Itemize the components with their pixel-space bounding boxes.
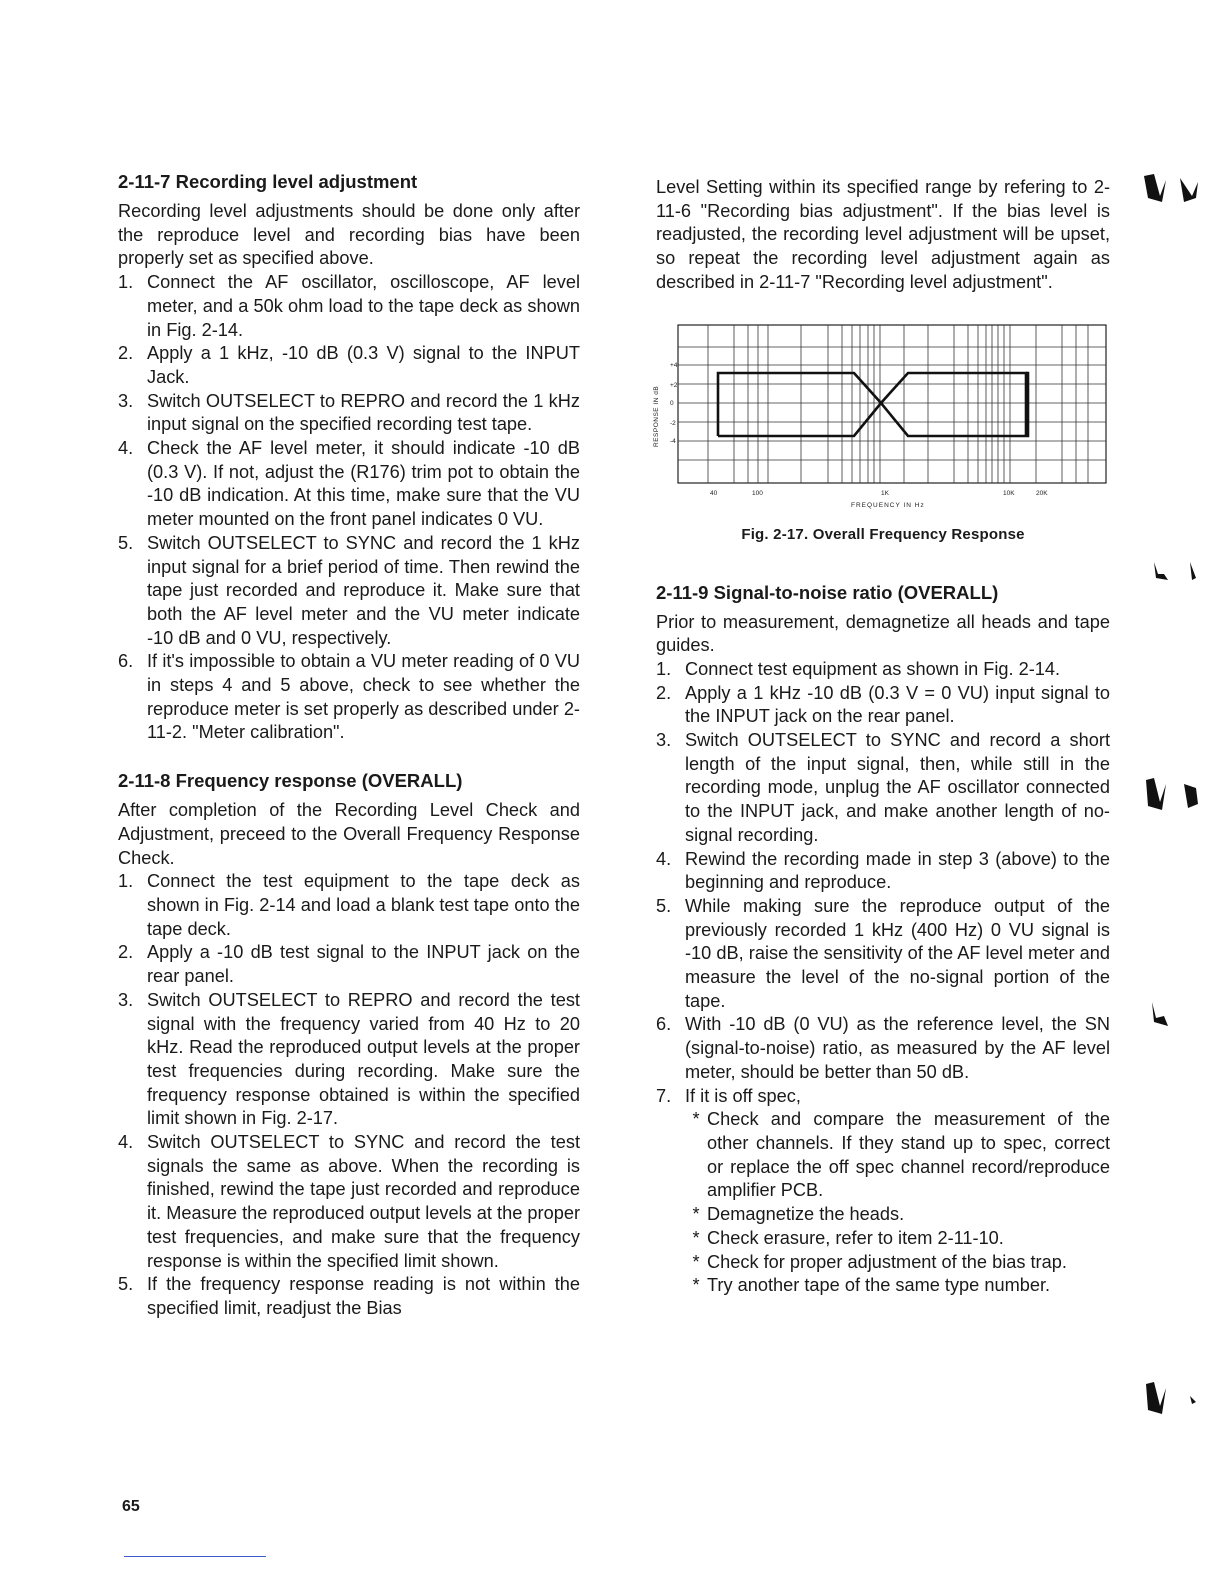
- frequency-response-chart: [653, 317, 1110, 517]
- bullet-text: Check for proper adjustment of the bias trap.: [707, 1251, 1067, 1272]
- left-column: [118, 170, 580, 1321]
- step-number: 1.: [656, 658, 672, 679]
- step-text: If it is off spec,: [685, 1085, 801, 1106]
- x-tick-label: 40: [710, 489, 718, 497]
- binder-mark-icon: [1140, 168, 1202, 208]
- step-number: 1.: [118, 871, 134, 892]
- list-item: [656, 682, 1110, 729]
- step-text: Apply a 1 kHz, -10 dB (0.3 V) signal to the INPUT Jack.: [147, 343, 580, 387]
- step-number: 5.: [656, 895, 672, 916]
- step-text: With -10 dB (0 VU) as the reference level, the SN (signal-to-noise) ratio, as measured by the AF level meter, should be better than 50 dB.: [685, 1014, 1110, 1082]
- bullet-symbol: *: [692, 1109, 700, 1130]
- binder-mark-icon: [1146, 996, 1186, 1030]
- step-text: Apply a 1 kHz -10 dB (0.3 V = 0 VU) input signal to the INPUT jack on the rear panel.: [685, 682, 1110, 727]
- section-intro-2-11-7: Recording level adjustments should be done only after the reproduce level and recording bias have been properly set as specified above.: [118, 201, 580, 269]
- section-heading-2-11-8: 2-11-8 Frequency response (OVERALL): [118, 770, 463, 792]
- y-axis-label: RESPONSE IN dB: [653, 385, 660, 447]
- y-tick-label: +4: [670, 361, 678, 369]
- right-column: [653, 170, 1110, 1298]
- vertical-gridlines: [708, 325, 1088, 483]
- list-item: [118, 650, 580, 745]
- section-intro-2-11-9: Prior to measurement, demagnetize all heads and tape guides.: [656, 611, 1110, 656]
- step-number: 6.: [118, 651, 134, 672]
- step-text: Switch OUTSELECT to SYNC and record the 1 kHz input signal for a brief period of time. Then rewind the tape just recorded and reproduce it. Make sure that both the AF level meter and the VU meter indicate -10 dB and 0 VU, respectively.: [147, 532, 580, 648]
- lower-limit-line: [718, 373, 1026, 436]
- bullet-text: Check and compare the measurement of the other channels. If they stand up to spec, correct or replace the off spec channel record/reproduce amplifier PCB.: [707, 1109, 1110, 1201]
- step-text: Apply a -10 dB test signal to the INPUT jack on the rear panel.: [147, 942, 580, 987]
- bullet-symbol: *: [692, 1251, 700, 1272]
- bullet-text: Check erasure, refer to item 2-11-10.: [707, 1227, 1004, 1248]
- step-number: 3.: [118, 390, 134, 411]
- list-item: [118, 342, 580, 389]
- continued-paragraph: Level Setting within its specified range by refering to 2-11-6 "Recording bias adjustment". If the bias level is readjusted, the recording level adjustment will be upset, so repeat the recording level adjustment again as described in 2-11-7 "Recording level adjustment".: [656, 177, 1110, 292]
- list-item: [118, 437, 580, 532]
- step-text: If it's impossible to obtain a VU meter reading of 0 VU in steps 4 and 5 above, check to see whether the reproduce meter is set properly as described under 2-11-2. "Meter calibration".: [147, 651, 580, 743]
- step-text: Switch OUTSELECT to REPRO and record the 1 kHz input signal on the specified recording test tape.: [147, 390, 580, 435]
- list-item: [656, 1085, 1110, 1109]
- list-item: [656, 658, 1110, 682]
- binder-mark-icon: [1140, 1374, 1202, 1418]
- y-tick-label: 0: [670, 399, 674, 407]
- list-item: [118, 870, 580, 941]
- step-number: 7.: [656, 1085, 672, 1106]
- step-number: 2.: [118, 343, 134, 364]
- steps-2-11-9: [656, 658, 1110, 1108]
- x-tick-label: 10K: [1003, 489, 1015, 497]
- step-text: If the frequency response reading is not within the specified limit, readjust the Bias: [147, 1274, 580, 1318]
- y-tick-label: -4: [670, 437, 676, 445]
- section-intro-2-11-8: After completion of the Recording Level Check and Adjustment, preceed to the Overall Frequency Response Check.: [118, 800, 580, 868]
- step-text: Connect test equipment as shown in Fig. 2-14.: [685, 658, 1061, 679]
- x-tick-label: 1K: [881, 489, 889, 497]
- figure-caption: Fig. 2-17. Overall Frequency Response: [741, 526, 1025, 544]
- page-number: 65: [122, 1498, 140, 1515]
- step-number: 1.: [118, 272, 134, 293]
- binder-mark-icon: [1140, 770, 1202, 814]
- step-number: 4.: [118, 438, 134, 459]
- horizontal-gridlines: [678, 347, 1106, 460]
- list-item: [118, 532, 580, 651]
- off-spec-checklist: [685, 1108, 1110, 1298]
- bullet-symbol: *: [692, 1275, 700, 1296]
- step-text: Check the AF level meter, it should indicate -10 dB (0.3 V). If not, adjust the (R176) trim pot to obtain the -10 dB indication. At this time, make sure that the VU meter mounted on the front panel indicates 0 VU.: [147, 438, 580, 530]
- y-tick-label: +2: [670, 381, 678, 389]
- step-number: 5.: [118, 532, 134, 553]
- step-number: 6.: [656, 1014, 672, 1035]
- step-text: Connect the test equipment to the tape deck as shown in Fig. 2-14 and load a blank test tape onto the tape deck.: [147, 871, 580, 939]
- bullet-text: Demagnetize the heads.: [707, 1204, 905, 1225]
- step-text: Switch OUTSELECT to REPRO and record the test signal with the frequency varied from 40 Hz to 20 kHz. Read the reproduced output levels at the proper test frequencies during recording. Make sure the frequency response obtained is within the specified limit shown in Fig. 2-17.: [147, 989, 580, 1129]
- step-number: 4.: [118, 1132, 134, 1153]
- plot-frame: [678, 325, 1106, 483]
- step-text: Switch OUTSELECT to SYNC and record the test signals the same as above. When the recording is finished, rewind the tape just recorded and reproduce it. Measure the reproduced output levels at the proper test frequencies, and make sure that the frequency response is within the specified limit shown.: [147, 1132, 580, 1271]
- step-number: 3.: [118, 989, 134, 1010]
- list-item: [118, 989, 580, 1131]
- list-item: [656, 848, 1110, 895]
- step-text: Connect the AF oscillator, oscilloscope, AF level meter, and a 50k ohm load to the tape deck as shown in Fig. 2-14.: [147, 272, 580, 340]
- step-text: Rewind the recording made in step 3 (above) to the beginning and reproduce.: [685, 848, 1110, 893]
- x-tick-label: 20K: [1036, 489, 1048, 497]
- bullet-text: Try another tape of the same type number.: [707, 1275, 1051, 1296]
- list-item: [118, 1131, 580, 1273]
- list-item: [118, 941, 580, 988]
- list-item: [118, 390, 580, 437]
- step-number: 3.: [656, 730, 672, 751]
- footer-divider: [124, 1556, 266, 1557]
- list-item: [118, 271, 580, 342]
- frequency-response-figure: [653, 317, 1110, 547]
- list-item: [685, 1203, 1110, 1227]
- list-item: [656, 729, 1110, 848]
- steps-2-11-7: [118, 271, 580, 745]
- list-item: [118, 1273, 580, 1320]
- x-tick-label: 100: [752, 489, 763, 497]
- x-axis-label: FREQUENCY IN Hz: [851, 501, 925, 509]
- step-number: 4.: [656, 848, 672, 869]
- step-number: 2.: [656, 682, 672, 703]
- list-item: [685, 1274, 1110, 1298]
- list-item: [656, 895, 1110, 1014]
- list-item: [685, 1108, 1110, 1203]
- section-heading-2-11-7: 2-11-7 Recording level adjustment: [118, 171, 418, 192]
- step-text: While making sure the reproduce output of the previously recorded 1 kHz (400 Hz) 0 VU signal is -10 dB, raise the sensitivity of the AF level meter and measure the level of the no-signal portion of the tape.: [685, 895, 1110, 1011]
- step-text: Switch OUTSELECT to SYNC and record a short length of the input signal, then, while still in the recording mode, unplug the AF oscillator connected to the INPUT jack, and make another length of no-signal recording.: [685, 730, 1110, 845]
- binder-mark-icon: [1150, 556, 1200, 586]
- steps-2-11-8: [118, 870, 580, 1320]
- bullet-symbol: *: [692, 1204, 700, 1225]
- step-number: 2.: [118, 942, 134, 963]
- section-spacer: [118, 745, 580, 769]
- list-item: [656, 1013, 1110, 1084]
- y-tick-label: -2: [670, 419, 676, 427]
- bullet-symbol: *: [692, 1227, 700, 1248]
- response-limit-curves: [718, 373, 1028, 436]
- step-number: 5.: [118, 1274, 134, 1295]
- upper-limit-line: [718, 373, 1028, 436]
- list-item: [685, 1227, 1110, 1251]
- list-item: [685, 1251, 1110, 1275]
- section-heading-2-11-9: 2-11-9 Signal-to-noise ratio (OVERALL): [656, 581, 999, 603]
